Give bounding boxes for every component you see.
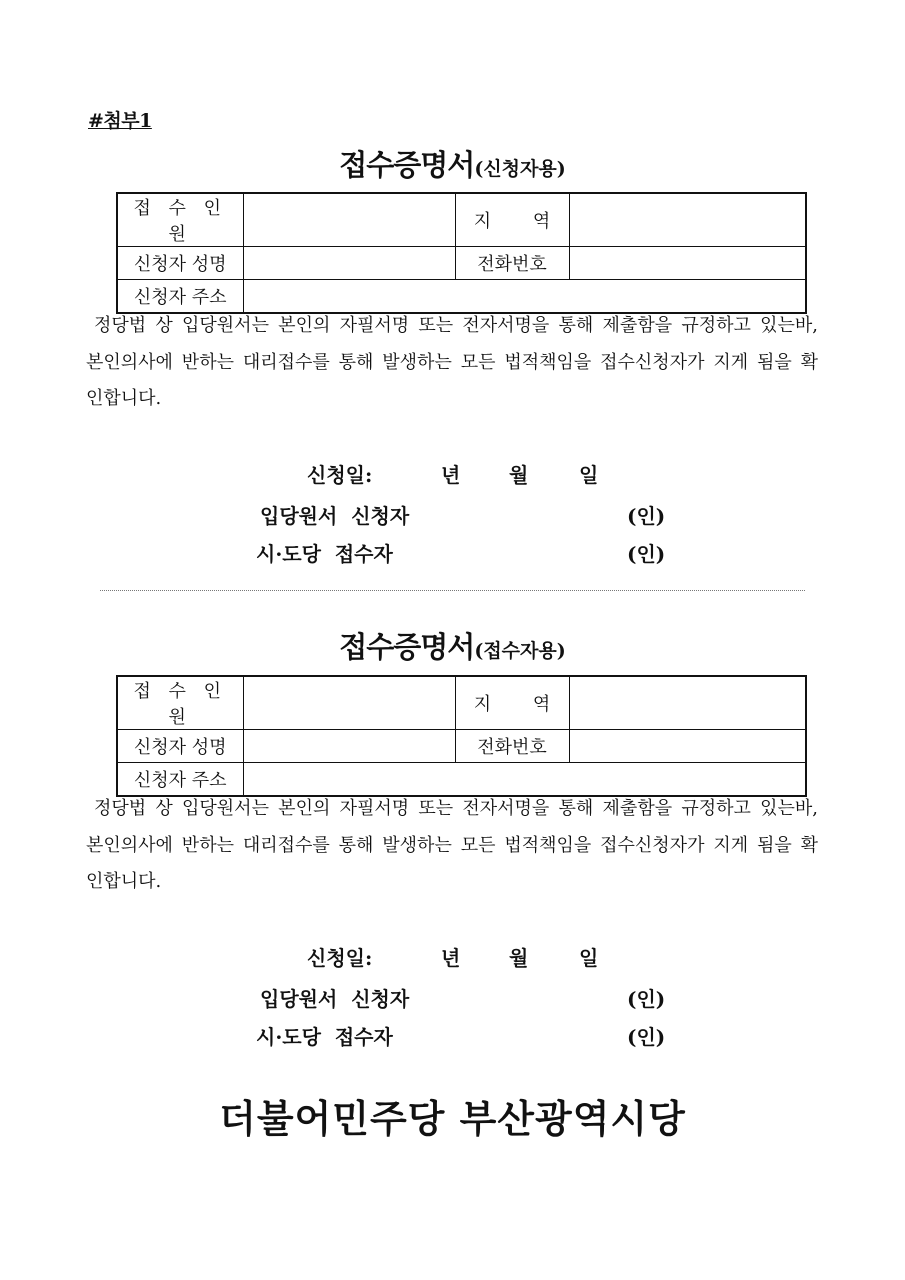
month-label: 월 xyxy=(509,463,529,487)
title-suffix: (접수자용) xyxy=(474,640,566,662)
region-label: 지 역 xyxy=(455,676,569,730)
receiver-seal: (인) xyxy=(627,542,666,566)
receiver-signature-line: 시·도당 접수자 xyxy=(256,1025,393,1049)
applicant-address-label: 신청자 주소 xyxy=(117,280,243,314)
year-label: 년 xyxy=(441,946,461,970)
region-field[interactable] xyxy=(569,193,806,247)
attachment-label: #첨부1 xyxy=(88,110,152,132)
statement-text: 정당법 상 입당원서는 본인의 자필서명 또는 전자서명을 통해 제출함을 규정하고 있는바, 본인의사에 반하는 대리접수를 통해 발생하는 모든 법적책임을 접수신청자가 지게 됨을 확인합니다. xyxy=(86,315,818,409)
cut-line xyxy=(100,590,805,591)
table-row xyxy=(117,193,806,247)
applicant-signature-line: 입당원서 신청자 xyxy=(260,504,410,528)
receiver-label: 접 수 인 원 xyxy=(117,676,243,730)
month-label: 월 xyxy=(509,946,529,970)
receiver-seal: (인) xyxy=(627,1025,666,1049)
receiver-field[interactable] xyxy=(243,676,455,730)
organization-name: 더불어민주당 부산광역시당 xyxy=(219,1096,686,1141)
phone-field[interactable] xyxy=(569,247,806,280)
table-row xyxy=(117,730,806,763)
date-label: 신청일: xyxy=(307,946,373,970)
receiver-signature-line: 시·도당 접수자 xyxy=(256,542,393,566)
year-label: 년 xyxy=(441,463,461,487)
applicant-name-label: 신청자 성명 xyxy=(117,247,243,280)
applicant-signature-line: 입당원서 신청자 xyxy=(260,987,410,1011)
form-title-receiver xyxy=(0,625,905,666)
applicant-address-label: 신청자 주소 xyxy=(117,763,243,797)
phone-label: 전화번호 xyxy=(455,730,569,763)
statement-text: 정당법 상 입당원서는 본인의 자필서명 또는 전자서명을 통해 제출함을 규정하고 있는바, 본인의사에 반하는 대리접수를 통해 발생하는 모든 법적책임을 접수신청자가 지게 됨을 확인합니다. xyxy=(86,798,818,892)
receiver-label: 접 수 인 원 xyxy=(117,193,243,247)
applicant-seal: (인) xyxy=(627,504,666,528)
applicant-name-field[interactable] xyxy=(243,247,455,280)
title-main: 접수증명서 xyxy=(339,148,475,182)
region-label: 지 역 xyxy=(455,193,569,247)
day-label: 일 xyxy=(579,463,599,487)
title-main: 접수증명서 xyxy=(339,630,475,664)
table-row xyxy=(117,676,806,730)
phone-field[interactable] xyxy=(569,730,806,763)
applicant-name-field[interactable] xyxy=(243,730,455,763)
title-suffix: (신청자용) xyxy=(474,158,566,180)
receipt-table-receiver xyxy=(116,675,807,797)
table-row xyxy=(117,247,806,280)
receipt-table-applicant xyxy=(116,192,807,314)
applicant-name-label: 신청자 성명 xyxy=(117,730,243,763)
phone-label: 전화번호 xyxy=(455,247,569,280)
date-label: 신청일: xyxy=(307,463,373,487)
receiver-field[interactable] xyxy=(243,193,455,247)
day-label: 일 xyxy=(579,946,599,970)
applicant-seal: (인) xyxy=(627,987,666,1011)
region-field[interactable] xyxy=(569,676,806,730)
form-title-applicant xyxy=(0,143,905,184)
